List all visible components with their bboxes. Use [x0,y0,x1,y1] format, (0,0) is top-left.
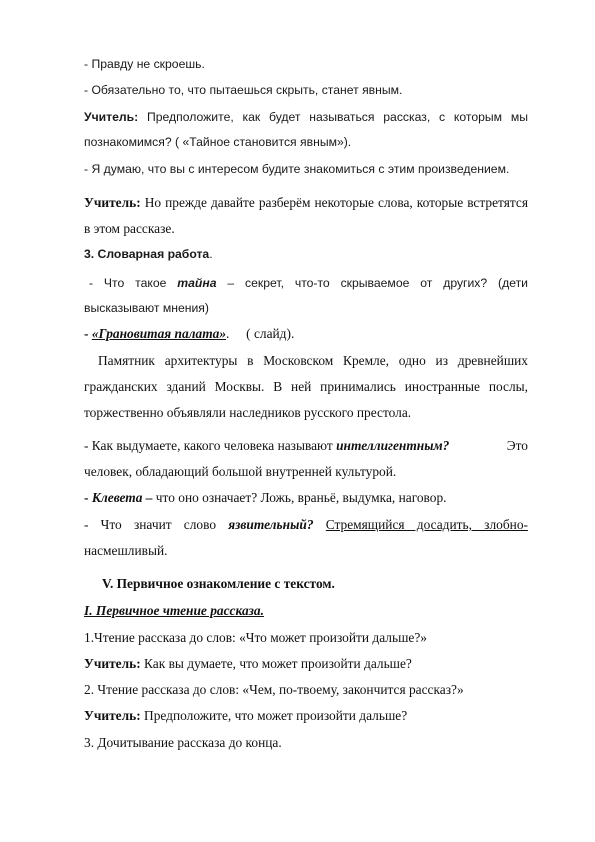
text-line [84,708,528,724]
speaker-label: Учитель: [84,708,141,723]
text-span: - Что такое [89,276,167,290]
text-span: что оно означает? Ложь, враньё, выдумка, наговор. [152,490,447,505]
text-line: - Правду не скроешь. [84,57,205,71]
section-heading-text: 3. Словарная работа [84,247,210,261]
section-heading [84,247,528,261]
speaker-label: Учитель: [84,656,141,671]
text-line [84,517,528,533]
term-word: интеллигентным? [336,438,450,453]
term-word: язвительный? [228,517,314,532]
text-line: высказывают мнения) [84,301,209,315]
text-line: 1.Чтение рассказа до слов: «Что может произойти дальше?» [84,630,427,645]
speaker-label: Учитель: [84,110,139,124]
speaker-label: Учитель: [84,195,141,210]
text-line: гражданских зданий Москвы. В ней принимались иностранные послы, [84,379,528,394]
text-span: Но прежде давайте разберём некоторые слова, которые встретятся [144,195,528,210]
text-line [89,276,528,290]
term-word: тайна [177,276,217,290]
text-span: Предположите, как будет называться рассказ, с которым мы [147,110,528,124]
text-span: Как вы думаете, что может произойти дальше? [144,656,412,671]
text-line: 2. Чтение рассказа до слов: «Чем, по-твоему, закончится рассказ?» [84,682,464,697]
text-span: Это [506,438,528,453]
text-span: - Что значит слово [84,517,217,532]
text-line: - Я думаю, что вы с интересом будите знакомиться с этим произведением. [84,162,510,176]
text-span: . [209,247,213,261]
text-span: - [84,490,92,505]
text-line: Памятник архитектуры в Московском Кремле, одно из древнейших [98,353,528,368]
text-span: . ( слайд). [226,326,295,341]
text-line: торжественно объявляли наследников русского престола. [84,405,412,420]
text-line: познакомимся? ( «Тайное становится явным»). [84,135,352,149]
text-line: 3. Дочитывание рассказа до конца. [84,735,282,750]
text-line [84,326,528,342]
text-span: Предположите, что может произойти дальше? [144,708,408,723]
text-line [84,490,528,506]
text-span: - [84,326,92,341]
section-heading-text: V. Первичное ознакомление с текстом. [102,576,335,591]
text-span: Стремящийся досадить, злобно- [325,517,528,532]
term-word: «Грановитая палата» [91,326,227,341]
text-line [84,438,528,454]
text-line: в этом рассказе. [84,221,175,236]
text-line: человек, обладающий большой внутренней культурой. [84,464,397,479]
text-line: - Обязательно то, что пытаешься скрыть, станет явным. [84,83,403,97]
text-line: насмешливый. [84,543,168,558]
text-line [84,110,528,124]
section-heading [102,576,546,592]
text-line [84,195,528,211]
text-span: – секрет, что-то скрываемое от других? (дети [227,276,528,290]
text-span: - Как выдумаете, какого человека называют [84,438,333,453]
term-word: Клевета – [91,490,153,505]
subsection-heading [84,603,528,619]
text-line [84,656,528,672]
subsection-heading-text: I. Первичное чтение рассказа. [84,603,264,618]
